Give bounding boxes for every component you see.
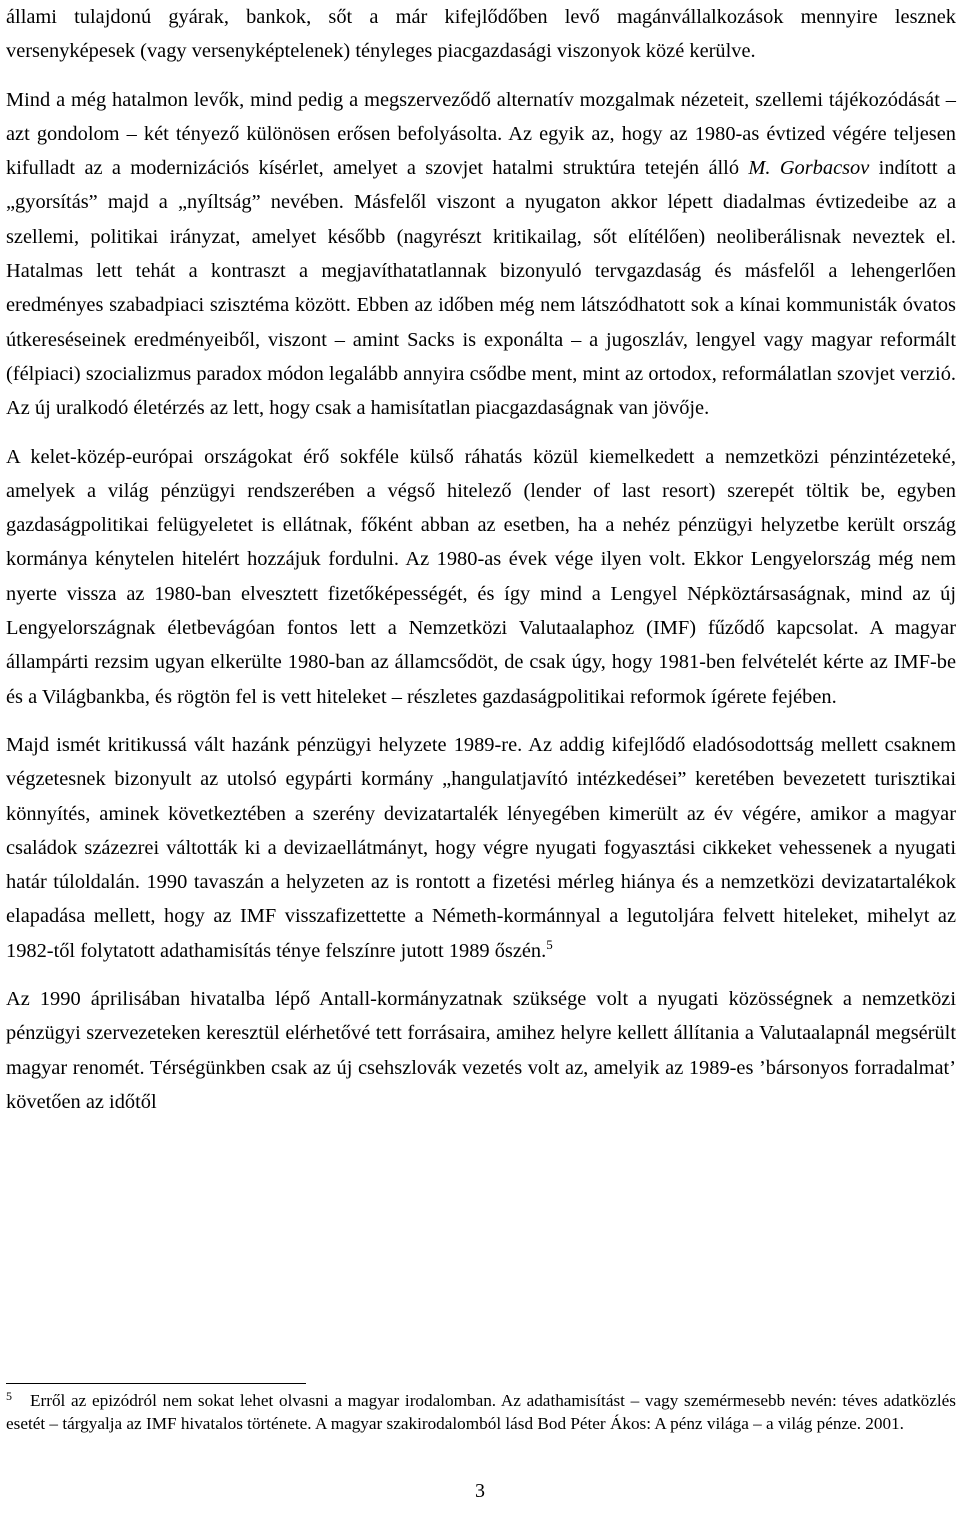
page-number: 3 xyxy=(475,1480,485,1502)
document-body xyxy=(6,0,956,1119)
paragraph-text: Majd ismét kritikussá vált hazánk pénzügyi helyzete 1989-re. Az addig kifejlődő eladósodottság mellett csaknem végzetesnek bizonyult az utolsó egypárti kormány „hangulatjavító intézkedései” keretében bevezetett turisztikai könnyítés, aminek következtében a szerény devizatartalék lényegében kimerült az év végére, amikor a magyar családok százezrei váltották ki a devizaellátmányt, hogy végre nyugati fogyasztási cikkeket vehessenek a nyugati határ túloldalán. 1990 tavaszán a helyzeten az is rontott a fizetési mérleg hiánya és a nemzetközi devizatartalékok elapadása mellett, hogy az IMF visszafizettette a Németh-kormánnyal a legutoljára felvett hiteleket, mihelyt az 1982-től folytatott adathamisítás ténye felszínre jutott 1989 őszén. xyxy=(6,733,956,962)
footnote xyxy=(6,1389,956,1435)
paragraph xyxy=(6,728,956,968)
footnote-marker: 5 xyxy=(6,1389,12,1403)
paragraph xyxy=(6,83,956,426)
paragraph-text: A kelet-közép-európai országokat érő sokféle külső ráhatás közül kiemelkedett a nemzetközi pénzintézeteké, amelyek a világ pénzügyi rendszerében a végső hitelező (lender of last resort) szerepét töltik be, egyben gazdaságpolitikai felügyeletet is ellátnak, főként abban az esetben, ha a nehéz pénzügyi helyzetbe került ország kormánya kénytelen hitelért hozzájuk fordulni. Az 1980-as évek vége ilyen volt. Ekkor Lengyelország még nem nyerte vissza az 1980-ban elvesztett fizetőképességét, és így mind a Lengyel Népköztársaságnak, mind az új Lengyelországnak életbevágóan fontos lett a Nemzetközi Valutaalaphoz (IMF) fűződő kapcsolat. A magyar állampárti rezsim ugyan elkerülte 1980-ban az államcsődöt, de csak úgy, hogy 1981-ben felvételét kérte az IMF-be és a Világbankba, és rögtön fel is vett hiteleket – részletes gazdaságpolitikai reformok ígérete fejében. xyxy=(6,445,956,708)
footnote-text: Erről az epizódról nem sokat lehet olvasni a magyar irodalomban. Az adathamisítást – vagy szemérmesebb nevén: téves adatközlés esetét – tárgyalja az IMF hivatalos története. A magyar szakirodalomból lásd Bod Péter Ákos: A pénz világa – a világ pénze. 2001. xyxy=(6,1391,956,1433)
paragraph-text: Az 1990 áprilisában hivatalba lépő Antall-kormányzatnak szüksége volt a nyugati közösségnek a nemzetközi pénzügyi szervezeteken keresztül elérhetővé tett forrásaira, amihez helyre kellett állítania a Valutaalapnál megsérült magyar renomét. Térségünkben csak az új csehszlovák vezetés volt az, amelyik az 1989-es ’bársonyos forradalmat’ követően az időtől xyxy=(6,988,956,1113)
paragraph xyxy=(6,440,956,714)
paragraph xyxy=(6,0,956,69)
paragraph-text: indított a „gyorsítás” majd a „nyíltság” nevében. Másfelől viszont a nyugaton akkor lépett diadalmas évtizedeibe az a szellemi, politikai irányzat, amelyet később (nagyrészt kritikailag, sőt elítélően) neoliberálisnak neveztek el. Hatalmas lett tehát a kontraszt a megjavíthatatlannak bizonyuló tervgazdaság és másfelől a lehengerlően eredményes szabadpiaci szisztéma között. Ebben az időben még nem látszódhatott sok a kínai kommunisták óvatos útkereséseinek eredményeiből, viszont – amint Sacks is exponálta – a jugoszláv, lengyel vagy magyar reformált (félpiaci) szocializmus paradox módon legalább annyira csődbe ment, mint az ortodox, reformálatlan szovjet verzió. Az új uralkodó életérzés az lett, hogy csak a hamisítatlan piacgazdaságnak van jövője. xyxy=(6,157,956,420)
paragraph xyxy=(6,982,956,1119)
italic-name: M. Gorbacsov xyxy=(748,157,870,180)
footnote-divider xyxy=(6,1383,306,1384)
paragraph-text: állami tulajdonú gyárak, bankok, sőt a már kifejlődőben levő magánvállalkozások mennyire lesznek versenyképesek (vagy versenyképtelenek) tényleges piacgazdasági viszonyok közé kerülve. xyxy=(6,6,956,63)
footnote-reference: 5 xyxy=(546,936,553,952)
paragraph-text: Mind a még hatalmon levők, mind pedig a megszerveződő alternatív mozgalmak nézeteit, szellemi tájékozódását – azt gondolom – két tényező különösen erősen befolyásolta. Az egyik az, hogy az 1980-as évtized végére teljesen kifulladt az a modernizációs kísérlet, amelyet a szovjet hatalmi struktúra tetején álló xyxy=(6,88,956,180)
